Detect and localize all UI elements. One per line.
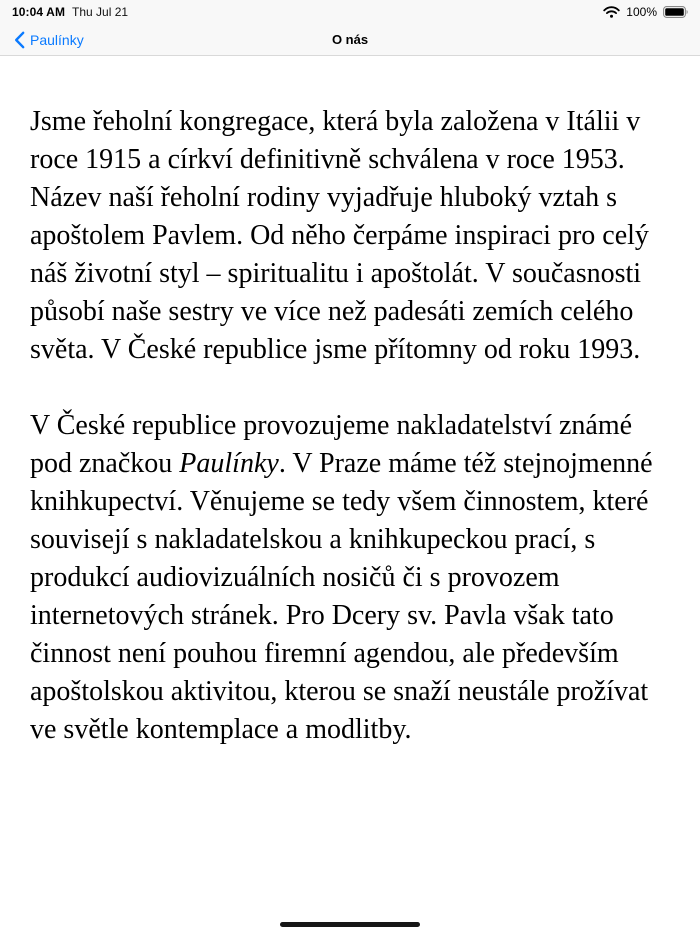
paragraph-2-text-before: V České republice provozujeme nakladatelství známé pod značkou bbox=[30, 410, 633, 479]
paragraph-1 bbox=[30, 103, 670, 369]
article-content bbox=[0, 57, 700, 934]
paragraph-2-text-after: . V Praze máme též stejnojmenné knihkupectví. Věnujeme se tedy všem činnostem, které souvisejí s nakladatelskou a knihkupeckou prací, s produkcí audiovizuálních nosičů či s provozem internetových stránek. Pro Dcery sv. Pavla však tato činnost není pouhou firemní agendou, ale především apoštolskou aktivitou, kterou se snaží neustále prožívat ve světle kontemplace a modlitby. bbox=[30, 448, 653, 745]
status-date: Thu Jul 21 bbox=[72, 5, 129, 19]
battery-icon bbox=[663, 6, 689, 18]
battery-percentage: 100% bbox=[626, 5, 657, 19]
chevron-left-icon bbox=[14, 31, 25, 49]
page-title: O nás bbox=[331, 32, 369, 47]
nav-bar bbox=[0, 24, 700, 56]
back-button-label: Paulínky bbox=[30, 31, 84, 48]
status-bar bbox=[0, 0, 700, 24]
status-bar-left bbox=[12, 5, 128, 19]
paragraph-1-text: Jsme řeholní kongregace, která byla založena v Itálii v roce 1915 a církví definitivně schválena v roce 1953. Název naší řeholní rodiny vyjadřuje hluboký vztah s apoštolem Pavlem. Od něho čerpáme inspiraci pro celý náš životní styl – spiritualitu i apoštolát. V současnosti působí naše sestry ve více než padesáti zemích celého světa. V České republice jsme přítomny od roku 1993. bbox=[30, 106, 649, 365]
status-bar-right bbox=[603, 5, 689, 19]
brand-name-italic: Paulínky bbox=[179, 448, 279, 479]
status-time: 10:04 AM bbox=[12, 5, 66, 19]
home-indicator[interactable] bbox=[280, 922, 420, 927]
paragraph-2 bbox=[30, 407, 670, 749]
wifi-icon bbox=[603, 6, 620, 18]
back-button[interactable] bbox=[8, 27, 90, 53]
